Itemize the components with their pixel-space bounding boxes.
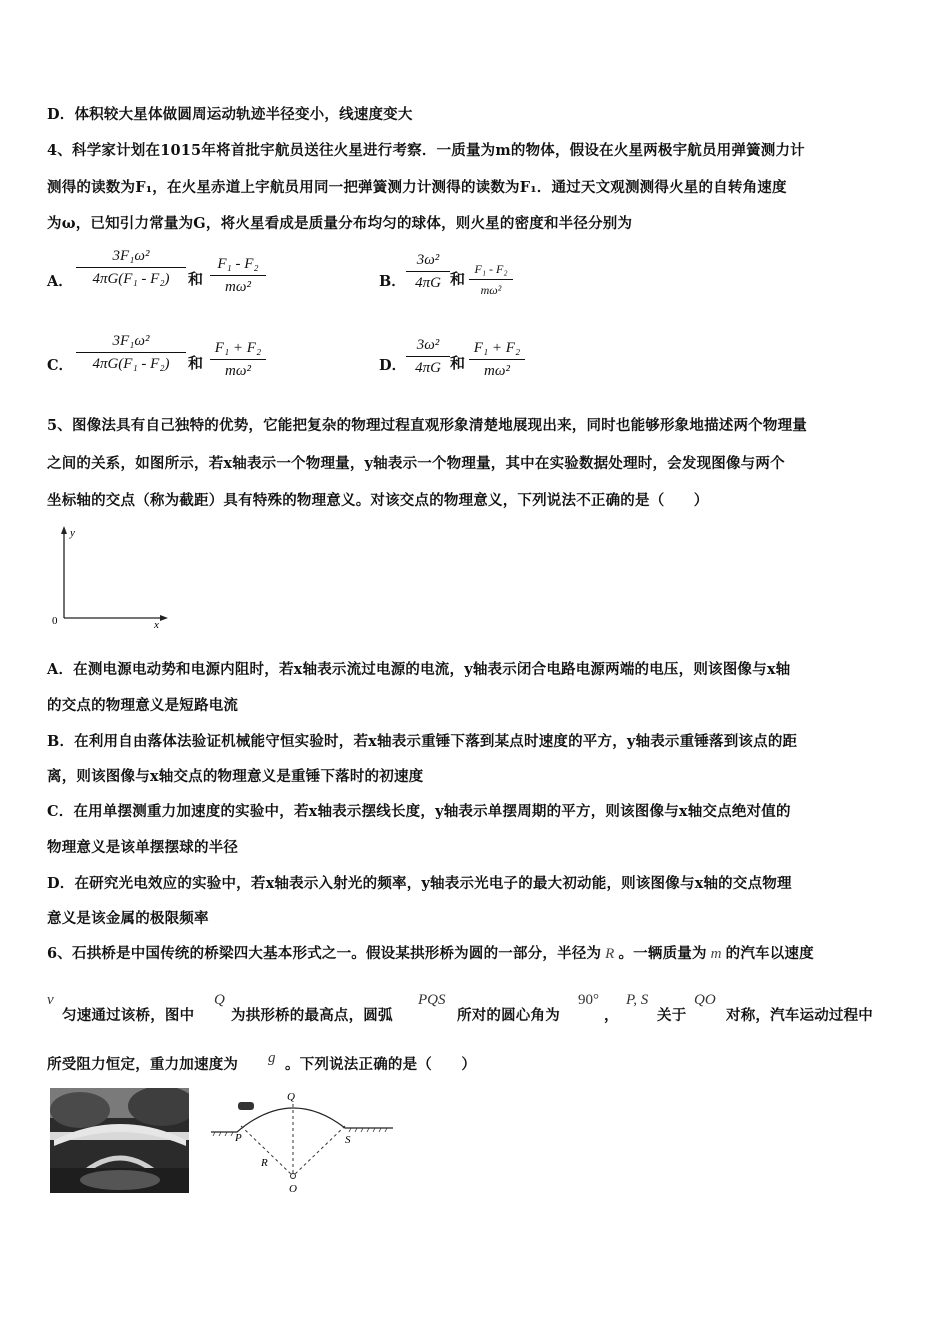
q4-option-a-label: A． — [47, 273, 73, 290]
q4-option-d-radius: $\frac{\text{F₁ + F₂}}{\text{mω²}}$ — [469, 340, 525, 380]
q5-option-b-line-2: 离，则该图像与x轴交点的物理意义是重锤下落时的初速度 — [47, 768, 424, 785]
sym-pqs: PQS — [418, 992, 446, 1008]
bridge-photo — [50, 1088, 189, 1193]
q6-line-2d: ， — [604, 1007, 619, 1024]
q6-line-2c: 所对的圆心角为 — [457, 1007, 560, 1024]
q4-option-c-radius: $\frac{\text{F₁ + F₂}}{\text{mω²}}$ — [210, 340, 266, 380]
diagram-label-s: S — [345, 1134, 351, 1146]
sym-v: v — [47, 992, 54, 1008]
q4-option-a-density: $\frac{\text{3F₁ω²}}{\text{4πG(F₁ - F₂)}}$ — [76, 248, 186, 288]
diagram-label-p: P — [235, 1132, 242, 1144]
q4-option-b-and: 和 — [450, 270, 466, 288]
q4-option-c-density: $\frac{\text{3F₁ω²}}{\text{4πG(F₁ - F₂)}}$ — [76, 333, 186, 373]
diagram-label-o: O — [289, 1183, 297, 1195]
sym-g: g — [268, 1050, 276, 1066]
x-axis-label: x — [154, 619, 159, 631]
sym-ps: P, S — [626, 992, 649, 1008]
car-icon — [238, 1102, 254, 1110]
q5-option-d-line-2: 意义是该金属的极限频率 — [47, 910, 209, 927]
q4-option-d-label: D． — [379, 357, 407, 374]
q4-option-b-density: $\frac{\text{3ω²}}{4\pi G}$ — [406, 252, 450, 292]
q5-option-a-line-1: A．在测电源电动势和电源内阻时，若x轴表示流过电源的电流，y轴表示闭合电路电源两端的电压，则该图像与x轴 — [47, 661, 791, 678]
q5-option-a-line-2: 的交点的物理意义是短路电流 — [47, 697, 239, 714]
sym-angle: 90° — [578, 992, 599, 1008]
q4-line-3: 为ω，已知引力常量为G，将火星看成是质量分布均匀的球体，则火星的密度和半径分别为 — [47, 215, 633, 232]
q4-option-a-radius: $\frac{\text{F₁ - F₂}}{\text{mω²}}$ — [210, 256, 266, 296]
q5-option-d-line-1: D．在研究光电效应的实验中，若x轴表示入射光的频率，y轴表示光电子的最大初动能，则该图像与x轴的交点物理 — [47, 875, 792, 892]
q4-option-b-label: B． — [379, 273, 406, 290]
q4-option-c-and: 和 — [188, 354, 204, 372]
diagram-label-r: R — [261, 1157, 268, 1169]
q5-option-b-line-1: B．在利用自由落体法验证机械能守恒实验时，若x轴表示重锤下落到某点时速度的平方，y轴表示重锤落到该点的距 — [47, 733, 798, 750]
q4-option-c-label: C． — [47, 357, 74, 374]
q6-line-2a: 匀速通过该桥，图中 — [62, 1007, 195, 1024]
q6-line-2b: 为拱形桥的最高点，圆弧 — [231, 1007, 393, 1024]
q6-line-1: 6、石拱桥是中国传统的桥梁四大基本形式之一。假设某拱形桥为圆的一部分，半径为 R 。一辆质量为 m 的汽车以速度 — [47, 945, 814, 962]
q4-option-d-and: 和 — [450, 354, 466, 372]
q3-option-d: D．体积较大星体做圆周运动轨迹半径变小，线速度变大 — [47, 106, 413, 123]
q4-option-d-density: $\frac{\text{3ω²}}{4\pi G}$ — [406, 337, 450, 377]
q6-line-2e: 关于 — [657, 1007, 687, 1024]
origin-label: 0 — [52, 615, 58, 627]
q6-line-3a: 所受阻力恒定，重力加速度为 — [47, 1056, 239, 1073]
sym-q: Q — [214, 992, 225, 1008]
q5-line-1: 5、图像法具有自己独特的优势，它能把复杂的物理过程直观形象清楚地展现出来，同时也能够形象地描述两个物理量 — [47, 417, 807, 434]
diagram-label-q: Q — [287, 1091, 295, 1103]
sym-qo: QO — [694, 992, 716, 1008]
q5-option-c-line-2: 物理意义是该单摆摆球的半径 — [47, 839, 239, 856]
q4-line-1: 4、科学家计划在1015年将首批宇航员送往火星进行考察．一质量为m的物体，假设在火星两极宇航员用弹簧测力计 — [47, 142, 805, 159]
q4-option-a-and: 和 — [188, 270, 204, 288]
axes-graph — [48, 522, 178, 632]
q6-line-2f: 对称，汽车运动过程中 — [726, 1007, 873, 1024]
q4-line-2: 测得的读数为F₁，在火星赤道上宇航员用同一把弹簧测力计测得的读数为F₁．通过天文观测测得火星的自转角速度 — [47, 179, 787, 196]
q4-option-b-radius: $\frac{\text{F₁ - F₂}}{\text{mω²}}$ — [469, 262, 513, 298]
q5-line-3: 坐标轴的交点（称为截距）具有特殊的物理意义。对该交点的物理意义，下列说法不正确的是（ ） — [47, 492, 709, 509]
y-axis-label: y — [70, 527, 75, 539]
q5-line-2: 之间的关系，如图所示，若x轴表示一个物理量，y轴表示一个物理量，其中在实验数据处理时，会发现图像与两个 — [47, 455, 785, 472]
q5-option-c-line-1: C．在用单摆测重力加速度的实验中，若x轴表示摆线长度，y轴表示单摆周期的平方，则该图像与x轴交点绝对值的 — [47, 803, 791, 820]
q6-line-3b: 。下列说法正确的是（ ） — [285, 1056, 477, 1073]
bridge-diagram — [205, 1088, 400, 1196]
